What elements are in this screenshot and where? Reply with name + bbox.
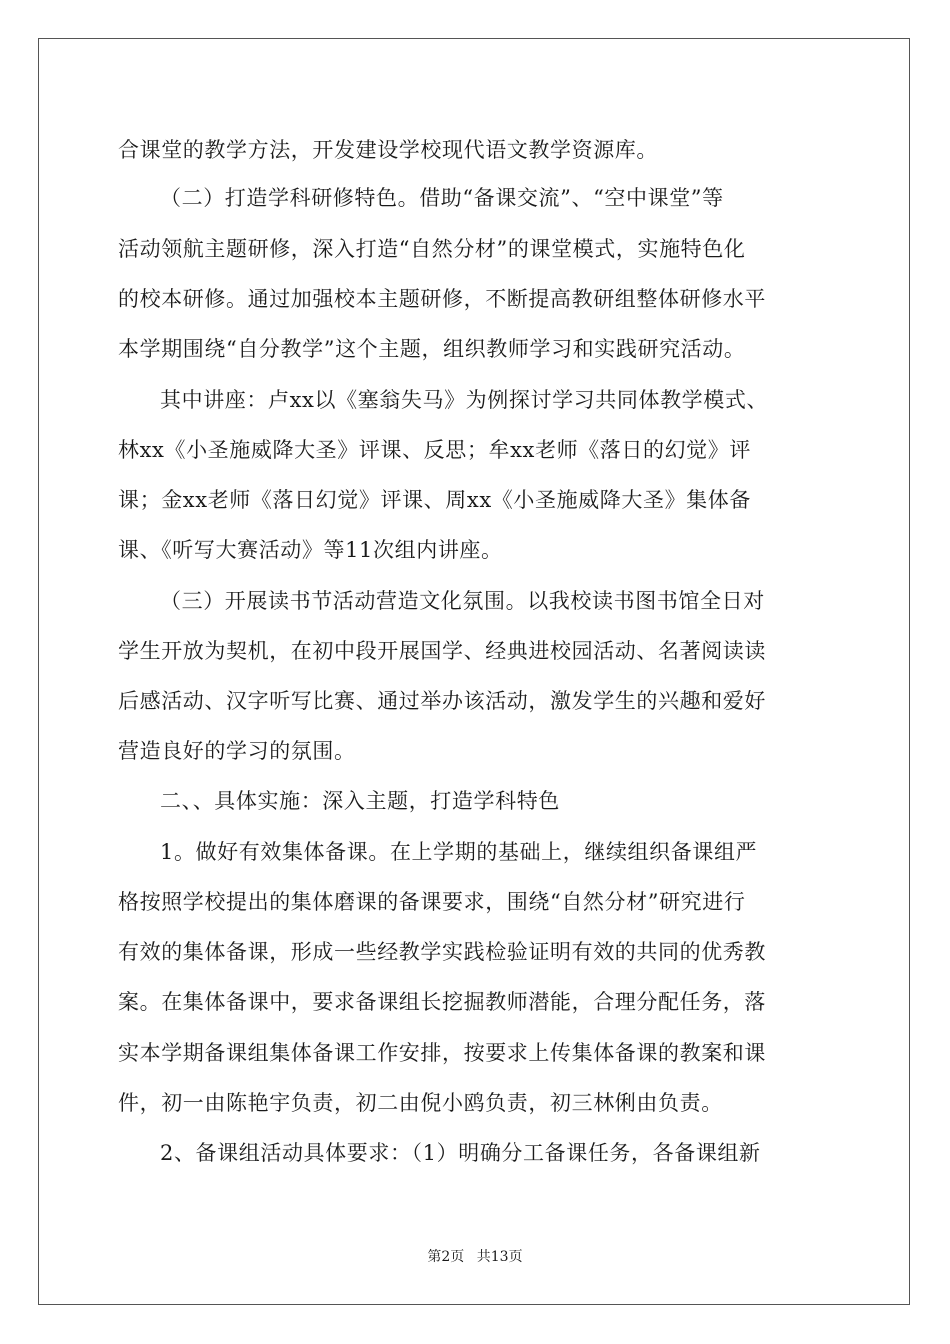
text-line: 实本学期备课组集体备课工作安排，按要求上传集体备课的教案和课 — [118, 1041, 766, 1065]
text-line: 的校本研修。通过加强校本主题研修，不断提高教研组整体研修水平 — [118, 287, 766, 311]
text-line: 1。做好有效集体备课。在上学期的基础上，继续组织备课组严 — [160, 840, 758, 864]
text-line: 课；金xx老师《落日幻觉》评课、周xx《小圣施威降大圣》集体备 — [118, 488, 751, 512]
section-heading: 二、、具体实施：深入主题，打造学科特色 — [160, 789, 560, 813]
text-line: 合课堂的教学方法，开发建设学校现代语文教学资源库。 — [118, 138, 658, 162]
page-total: 共13页 — [476, 1249, 523, 1265]
page-number: 第2页 — [427, 1249, 465, 1265]
text-line: 本学期围绕“自分教学”这个主题，组织教师学习和实践研究活动。 — [118, 337, 746, 361]
text-line: （二）打造学科研修特色。借助“备课交流”、“空中课堂”等 — [160, 186, 724, 210]
text-line: 林xx《小圣施威降大圣》评课、反思；牟xx老师《落日的幻觉》评 — [118, 438, 751, 462]
text-line: 有效的集体备课，形成一些经教学实践检验证明有效的共同的优秀教 — [118, 940, 766, 964]
text-line: 其中讲座：卢xx以《塞翁失马》为例探讨学习共同体教学模式、 — [160, 388, 769, 412]
text-line: 案。在集体备课中，要求备课组长挖掘教师潜能，合理分配任务，落 — [118, 990, 766, 1014]
text-line: 营造良好的学习的氛围。 — [118, 739, 356, 763]
text-line: 后感活动、汉字听写比赛、通过举办该活动，激发学生的兴趣和爱好 — [118, 689, 766, 713]
text-line: 课、《听写大赛活动》等11次组内讲座。 — [118, 538, 503, 562]
text-line: 格按照学校提出的集体磨课的备课要求，围绕“自然分材”研究进行 — [118, 890, 746, 914]
text-line: 活动领航主题研修，深入打造“自然分材”的课堂模式，实施特色化 — [118, 237, 746, 261]
text-line: 学生开放为契机，在初中段开展国学、经典进校园活动、名著阅读读 — [118, 639, 766, 663]
text-line: 2、备课组活动具体要求：（1）明确分工备课任务，各备课组新 — [160, 1141, 761, 1165]
text-line: （三）开展读书节活动营造文化氛围。以我校读书图书馆全日对 — [160, 589, 765, 613]
page-footer — [0, 1248, 950, 1266]
text-line: 件，初一由陈艳宇负责，初二由倪小鸥负责，初三林俐由负责。 — [118, 1091, 723, 1115]
